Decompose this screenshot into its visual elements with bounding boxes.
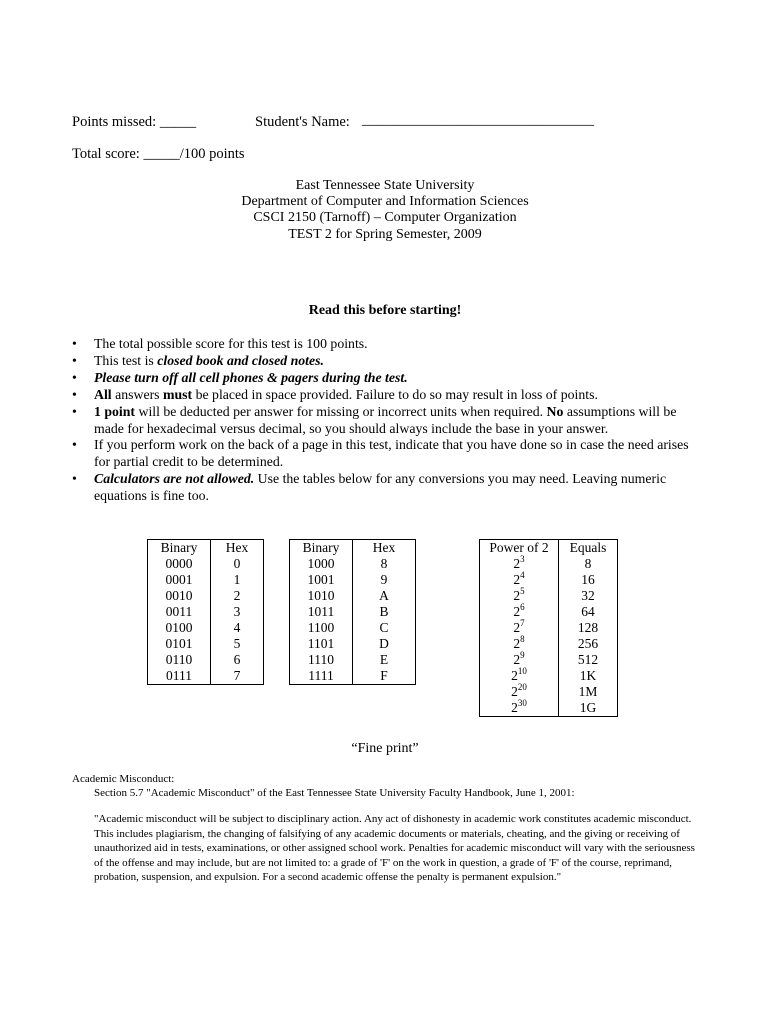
table-header: Power of 2 [480, 540, 559, 557]
table-cell: 3 [211, 604, 264, 620]
table-cell: $2^{30}$ [480, 700, 559, 717]
table-cell: 0011 [148, 604, 211, 620]
table-cell: 1K [559, 668, 618, 684]
table-cell: $2^{20}$ [480, 684, 559, 700]
table-cell: 0100 [148, 620, 211, 636]
rule-item: • Calculators are not allowed. Use the tables below for any conversions you may need. Leaving numeric equations is fine too. [72, 471, 667, 504]
table-cell: 1100 [290, 620, 353, 636]
table-cell: 0000 [148, 556, 211, 572]
rule-item: • Please turn off all cell phones & pagers during the test. [72, 369, 408, 385]
table-cell: 4 [211, 620, 264, 636]
misconduct-section: Section 5.7 "Academic Misconduct" of the East Tennessee State University Faculty Handbook, June 1, 2001: [94, 787, 575, 799]
table-cell: 128 [559, 620, 618, 636]
course-title: CSCI 2150 (Tarnoff) – Computer Organization [253, 210, 517, 225]
table-cell: 8 [559, 556, 618, 572]
table-cell: 0111 [148, 668, 211, 685]
misconduct-quote: "Academic misconduct will be subject to disciplinary action. Any act of dishonesty in academic work constitutes academic misconduct. This includes plagiarism, the changing of falsifying of any academic documents or materials, cheating, and the giving or receiving of unauthorized aid in tests, examinations, or other assigned school work. Penalties for academic misconduct will vary with the seriousness of the offense and may include, but are not limited to: a grade of 'F' on the work in question, a grade of 'F' of the course, reprimand, probation, suspension, and expulsion. For a second academic offense the penalty is permanent expulsion." [94, 813, 695, 884]
table-cell: 0010 [148, 588, 211, 604]
table-cell: 1M [559, 684, 618, 700]
rule-item: • If you perform work on the back of a page in this test, indicate that you have done so in case the need arises for partial credit to be determined. [72, 437, 689, 470]
binary-hex-table-1 [147, 539, 264, 685]
table-cell: $2^{10}$ [480, 668, 559, 684]
table-header: Equals [559, 540, 618, 557]
table-header: Hex [353, 540, 416, 557]
table-cell: 1G [559, 700, 618, 717]
table-cell: 9 [353, 572, 416, 588]
table-cell: 1101 [290, 636, 353, 652]
table-cell: A [353, 588, 416, 604]
table-cell: 1011 [290, 604, 353, 620]
table-cell: 64 [559, 604, 618, 620]
table-cell: $2^3$ [480, 556, 559, 572]
table-cell: 2 [211, 588, 264, 604]
table-cell: 1 [211, 572, 264, 588]
table-cell: $2^4$ [480, 572, 559, 588]
table-cell: F [353, 668, 416, 685]
table-cell: 8 [353, 556, 416, 572]
misconduct-label: Academic Misconduct: [72, 773, 175, 785]
student-name-line: ________________________________ [362, 112, 594, 128]
table-cell: $2^5$ [480, 588, 559, 604]
student-name-label: Student's Name: [255, 114, 350, 130]
rule-item: • All answers must be placed in space provided. Failure to do so may result in loss of points. [72, 386, 598, 402]
table-cell: 512 [559, 652, 618, 668]
fine-print-title: “Fine print” [351, 741, 419, 756]
table-cell: 0 [211, 556, 264, 572]
table-cell: 256 [559, 636, 618, 652]
table-cell: 1110 [290, 652, 353, 668]
table-cell: 1111 [290, 668, 353, 685]
table-cell: 0101 [148, 636, 211, 652]
rule-item: • This test is closed book and closed notes. [72, 352, 324, 368]
points-missed-field: Points missed: _____ [72, 114, 197, 130]
rule-item: • The total possible score for this test is 100 points. [72, 336, 368, 351]
table-cell: D [353, 636, 416, 652]
test-title: TEST 2 for Spring Semester, 2009 [288, 227, 482, 242]
table-cell: 7 [211, 668, 264, 685]
total-score-field: Total score: _____/100 points [72, 146, 245, 162]
table-cell: 0110 [148, 652, 211, 668]
table-cell: 16 [559, 572, 618, 588]
table-cell: 32 [559, 588, 618, 604]
table-cell: $2^9$ [480, 652, 559, 668]
table-cell: 1010 [290, 588, 353, 604]
table-cell: B [353, 604, 416, 620]
table-cell: 6 [211, 652, 264, 668]
table-cell: 0001 [148, 572, 211, 588]
binary-hex-table-2 [289, 539, 416, 685]
table-cell: 5 [211, 636, 264, 652]
table-cell: E [353, 652, 416, 668]
table-cell: 1000 [290, 556, 353, 572]
table-cell: $2^8$ [480, 636, 559, 652]
table-cell: $2^6$ [480, 604, 559, 620]
read-heading: Read this before starting! [308, 303, 462, 318]
table-cell: C [353, 620, 416, 636]
rule-item: • 1 point will be deducted per answer for missing or incorrect units when required. No assumptions will be made for hexadecimal versus decimal, so you should always include the base in your answer. [72, 403, 677, 436]
table-cell: $2^7$ [480, 620, 559, 636]
rules-list [72, 336, 702, 505]
power-of-two-table [479, 539, 618, 717]
table-cell: 1001 [290, 572, 353, 588]
table-header: Hex [211, 540, 264, 557]
table-header: Binary [290, 540, 353, 557]
department-name: Department of Computer and Information Sciences [241, 194, 529, 209]
university-name: East Tennessee State University [295, 178, 475, 193]
table-header: Binary [148, 540, 211, 557]
